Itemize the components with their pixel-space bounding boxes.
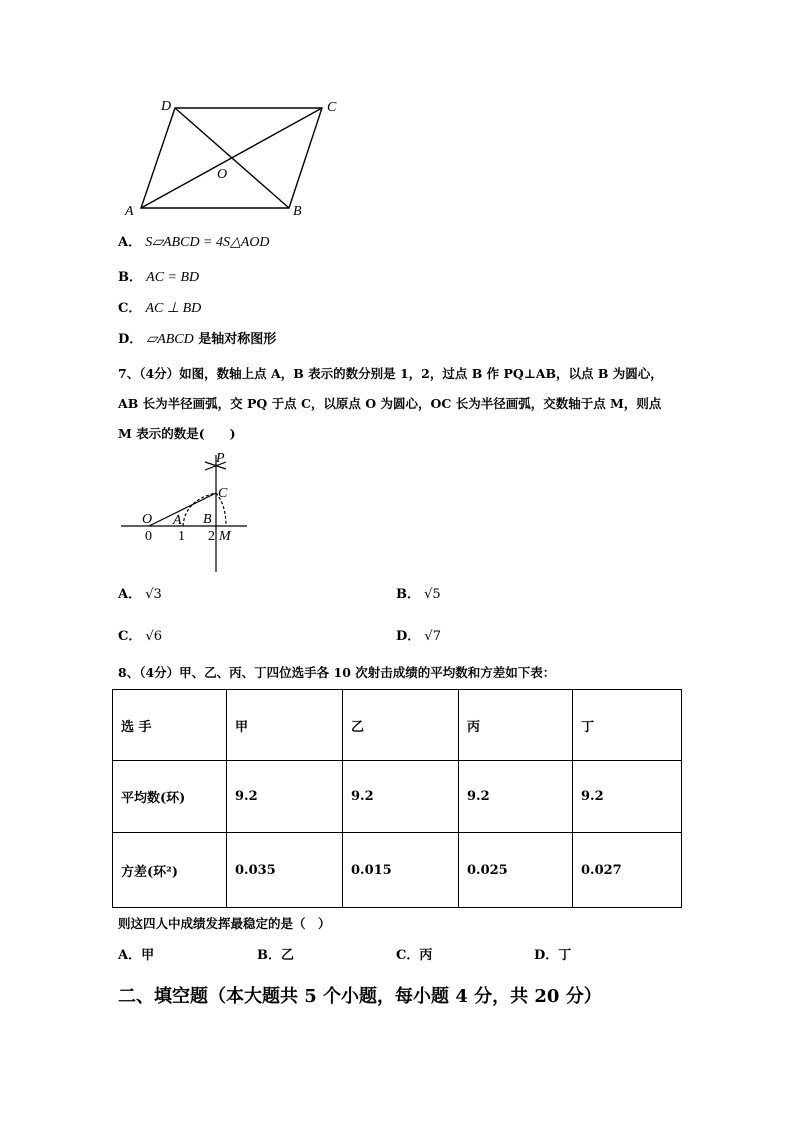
table-cell: 9.2: [573, 761, 682, 833]
q8-stem: 8、（4分）甲、乙、丙、丁四位选手各 10 次射击成绩的平均数和方差如下表：: [118, 665, 556, 680]
table-cell: 丙: [459, 690, 573, 761]
table-cell: 甲: [227, 690, 343, 761]
table-cell: 丁: [573, 690, 682, 761]
number-line-figure: [121, 455, 247, 572]
table-cell: 方差(环²): [113, 833, 227, 908]
table-cell: 0.035: [227, 833, 343, 908]
q6-option-b: B． AC = BD: [118, 270, 200, 285]
table-cell: 9.2: [459, 761, 573, 833]
score-table: [112, 689, 682, 908]
label-A2: A: [173, 513, 182, 528]
label-D: D: [161, 99, 172, 114]
label-P: P: [216, 451, 225, 466]
q8-question: 则这四人中成绩发挥最稳定的是（ ）: [118, 916, 331, 931]
table-cell: 乙: [343, 690, 459, 761]
label-C2: C: [218, 486, 228, 501]
table-row: [113, 761, 682, 833]
q8-option-b: B．乙: [257, 948, 294, 963]
table-cell: 9.2: [227, 761, 343, 833]
section-heading: 二、填空题（本大题共 5 个小题，每小题 4 分，共 20 分）: [118, 986, 602, 1007]
parallelogram-figure: [141, 108, 322, 208]
q8-option-a: A．甲: [118, 948, 155, 963]
label-O2: O: [142, 512, 153, 527]
q7-option-b: B． √5: [396, 587, 441, 602]
table-cell: 0.025: [459, 833, 573, 908]
label-O: O: [217, 167, 228, 182]
table-cell: 0.027: [573, 833, 682, 908]
q6-option-a: A． S▱ABCD = 4S△AOD: [118, 235, 270, 250]
q6-option-d: D． ▱ABCD 是轴对称图形: [118, 332, 277, 347]
table-cell: 选 手: [113, 690, 227, 761]
tick-0: 0: [145, 529, 152, 544]
q6-option-c: C． AC ⊥ BD: [118, 301, 202, 316]
label-M: M: [219, 529, 231, 544]
q7-line3: M 表示的数是( ): [118, 426, 236, 441]
label-B2: B: [203, 512, 212, 527]
q7-option-a: A． √3: [118, 587, 162, 602]
q7-option-c: C． √6: [118, 629, 163, 644]
table-cell: 平均数(环): [113, 761, 227, 833]
table-cell: 9.2: [343, 761, 459, 833]
label-A: A: [125, 204, 134, 219]
q8-option-d: D．丁: [534, 948, 572, 963]
q7-option-d: D． √7: [396, 629, 441, 644]
table-cell: 0.015: [343, 833, 459, 908]
table-row: [113, 833, 682, 908]
q7-line2: AB 长为半径画弧，交 PQ 于点 C，以原点 O 为圆心，OC 长为半径画弧，交数轴于点 M，则点: [118, 396, 662, 411]
tick-2: 2: [208, 529, 215, 544]
tick-1: 1: [178, 529, 185, 544]
label-B: B: [293, 204, 302, 219]
q8-option-c: C．丙: [396, 948, 433, 963]
label-C: C: [327, 100, 337, 115]
q7-line1: 7、（4分）如图，数轴上点 A，B 表示的数分别是 1，2，过点 B 作 PQ⊥AB，以点 B 为圆心，: [118, 366, 663, 381]
table-row: [113, 690, 682, 761]
